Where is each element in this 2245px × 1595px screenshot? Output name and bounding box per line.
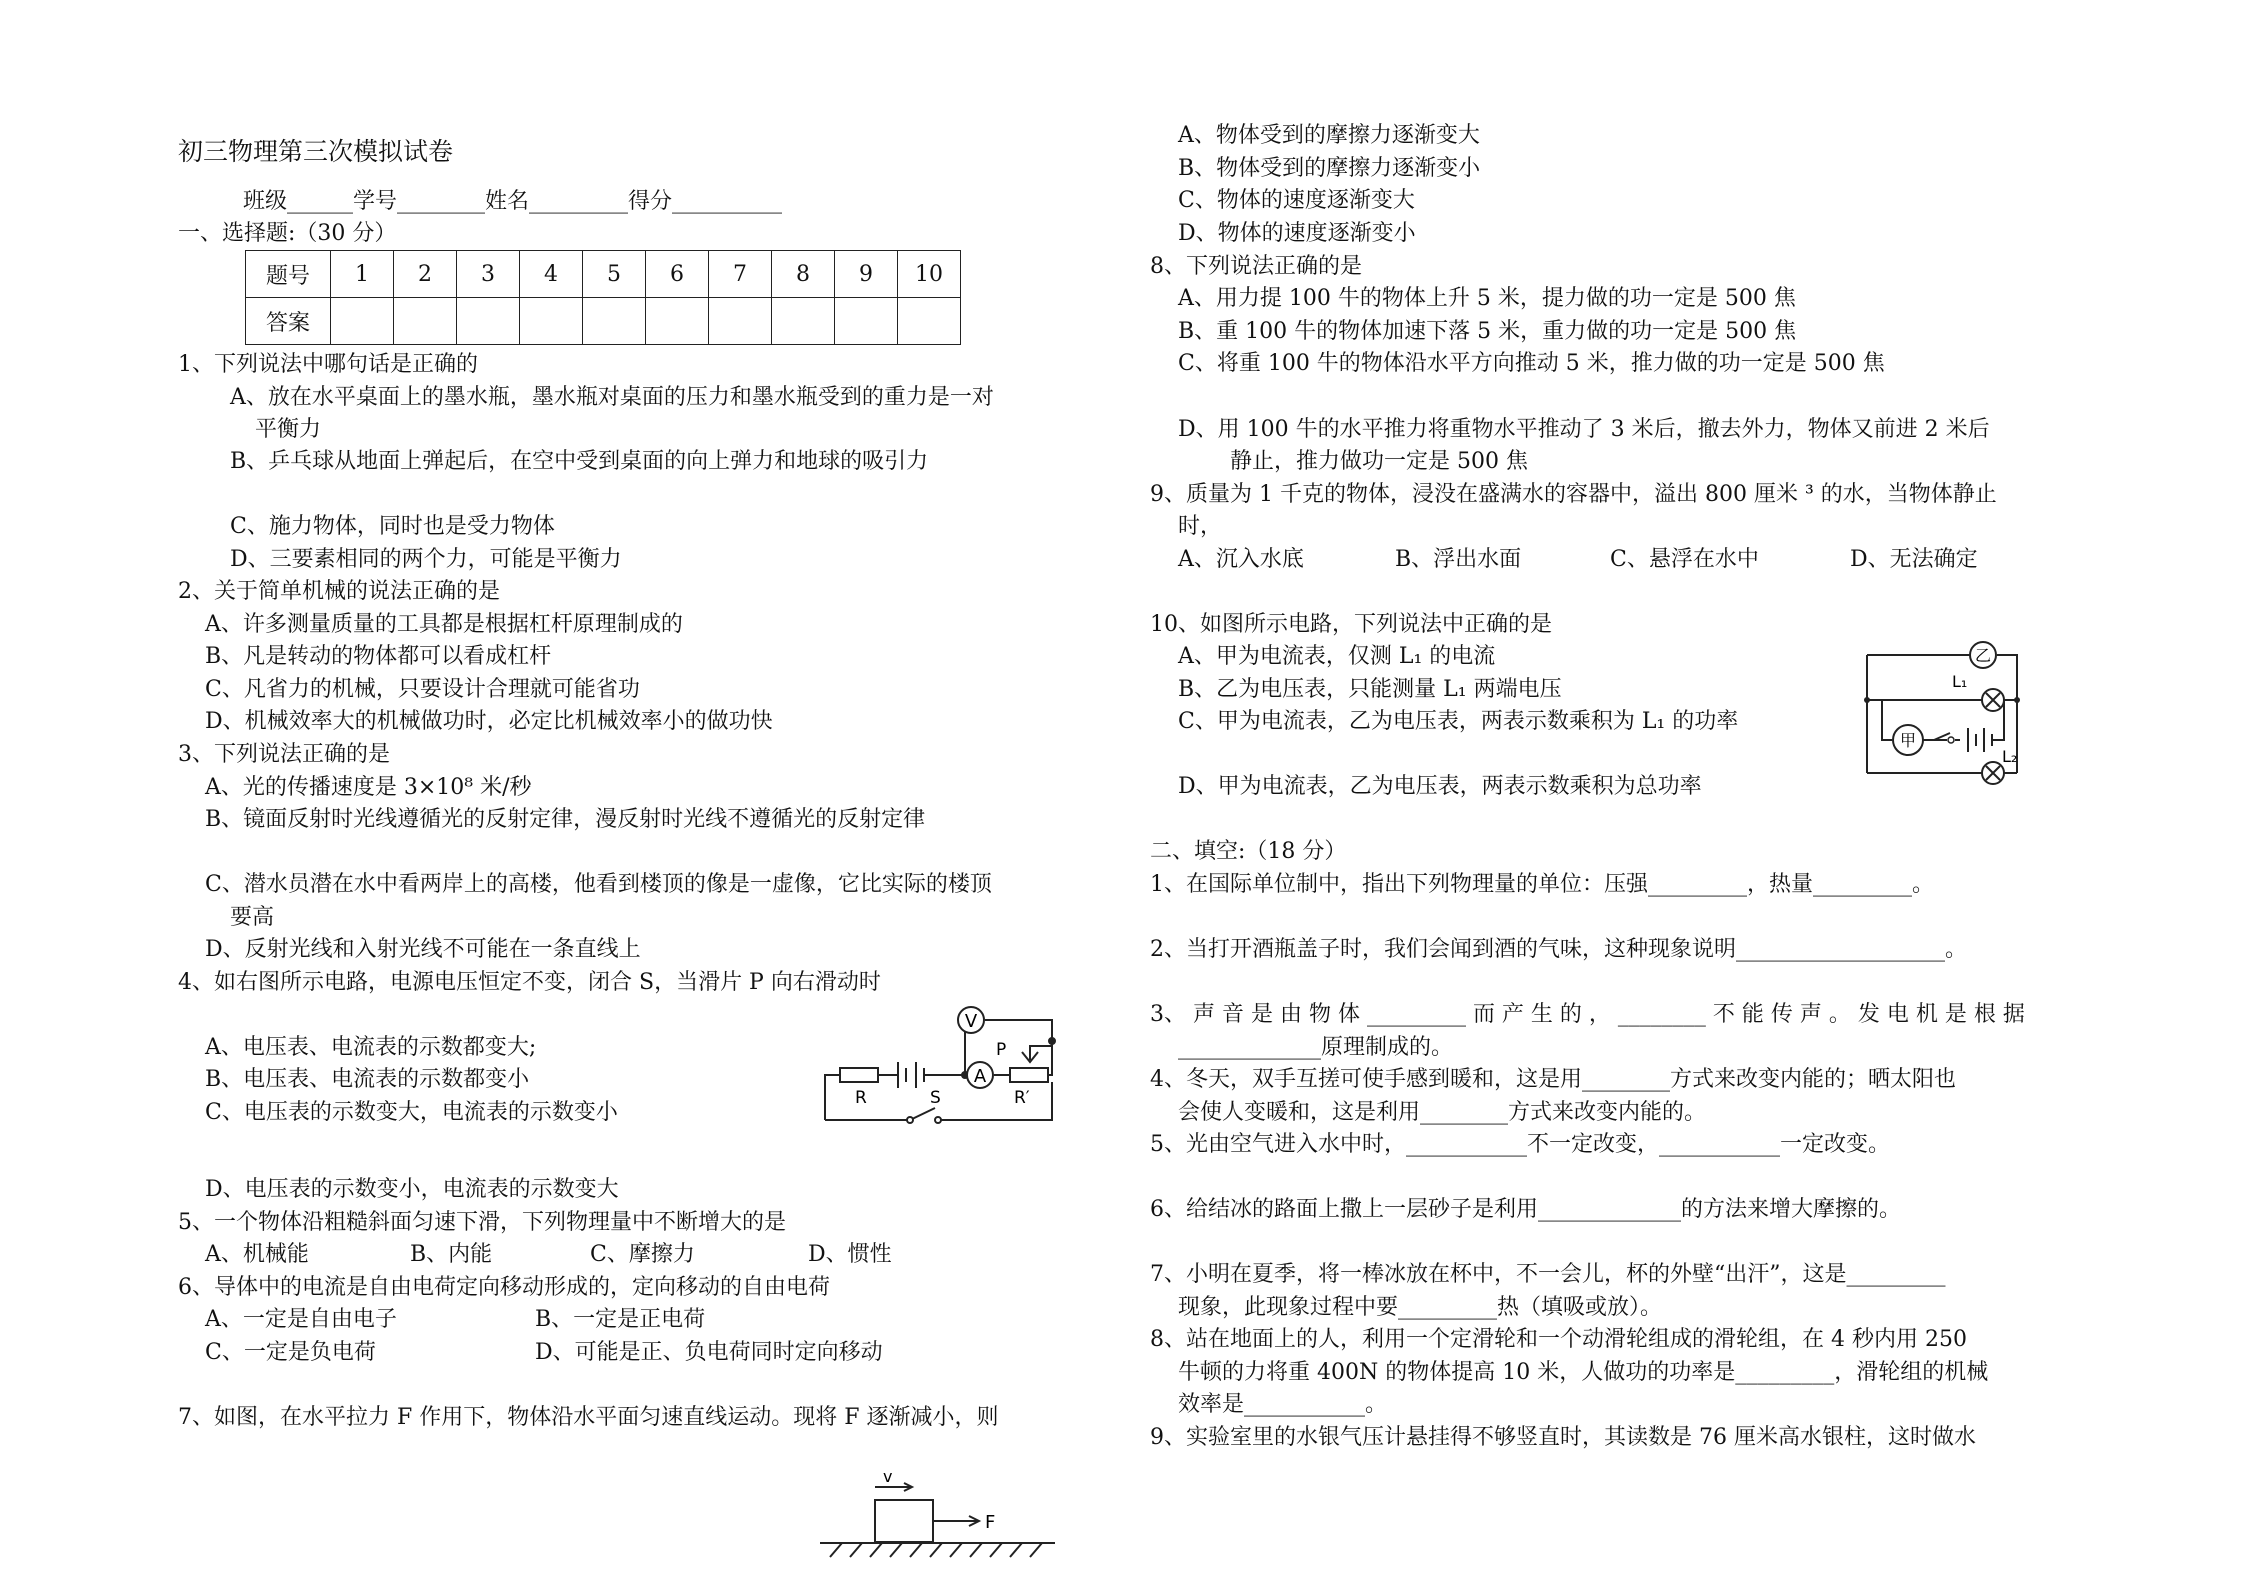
table-cell: 2 (394, 251, 457, 298)
option-line: A、沉入水底 (1178, 547, 1304, 572)
fig-label: A (973, 1066, 987, 1087)
q10-circuit-diagram (1852, 625, 2032, 795)
option-line: A、机械能 (205, 1242, 309, 1267)
option-line: A、光的传播速度是 3×10⁸ 米/秒 (205, 775, 532, 800)
table-row (246, 251, 961, 298)
table-cell: 8 (772, 251, 835, 298)
question-10: 10、如图所示电路，下列说法中正确的是 (1150, 612, 1552, 637)
table-cell: 5 (583, 251, 646, 298)
option-line: C、摩擦力 (590, 1242, 695, 1267)
option-line: D、反射光线和入射光线不可能在一条直线上 (205, 937, 641, 962)
option-line: C、施力物体，同时也是受力物体 (230, 514, 555, 539)
option-line: D、甲为电流表，乙为电压表，两表示数乘积为总功率 (1178, 774, 1702, 799)
option-line: D、无法确定 (1850, 547, 1978, 572)
table-row (246, 298, 961, 345)
option-line: 静止，推力做功一定是 500 焦 (1230, 449, 1528, 474)
option-line: C、将重 100 牛的物体沿水平方向推动 5 米，推力做的功一定是 500 焦 (1178, 351, 1885, 376)
q7-block-diagram (815, 1465, 1065, 1570)
option-line: D、电压表的示数变小，电流表的示数变大 (205, 1177, 619, 1202)
option-line: A、许多测量质量的工具都是根据杠杆原理制成的 (205, 612, 683, 637)
option-line: C、潜水员潜在水中看两岸上的高楼，他看到楼顶的像是一虚像，它比实际的楼顶 (205, 872, 992, 897)
fill-question: 7、小明在夏季，将一棒冰放在杯中，不一会儿，杯的外壁“出汗”，这是_________ (1150, 1262, 1946, 1287)
fig-label: V (964, 1011, 978, 1032)
answer-cell[interactable] (772, 298, 835, 345)
fill-question: 8、站在地面上的人，利用一个定滑轮和一个动滑轮组成的滑轮组，在 4 秒内用 250 (1150, 1327, 1967, 1352)
question-6: 6、导体中的电流是自由电荷定向移动形成的，定向移动的自由电荷 (178, 1275, 830, 1300)
fill-question: 会使人变暖和，这是利用________方式来改变内能的。 (1178, 1100, 1707, 1125)
fill-question: 效率是___________。 (1178, 1392, 1388, 1417)
fig-label: R (855, 1088, 867, 1108)
fill-question: 5、光由空气进入水中时，___________不一定改变，___________一定改变。 (1150, 1132, 1890, 1157)
question-5: 5、一个物体沿粗糙斜面匀速下滑，下列物理量中不断增大的是 (178, 1210, 786, 1235)
answer-cell[interactable] (520, 298, 583, 345)
fig-label: 甲 (1899, 731, 1917, 750)
answer-cell[interactable] (457, 298, 520, 345)
section-1-heading: 一、选择题:（30 分） (178, 221, 397, 246)
table-cell: 答案 (246, 298, 331, 345)
fill-question: 3、 声 音 是 由 物 体 _________ 而 产 生 的 ， ________ 不 能 传 声 。 发 电 机 是 根 据 (1150, 1002, 2025, 1027)
option-line: A、甲为电流表，仅测 L₁ 的电流 (1178, 644, 1496, 669)
option-line: B、乙为电压表，只能测量 L₁ 两端电压 (1178, 677, 1562, 702)
page-title: 初三物理第三次模拟试卷 (178, 137, 454, 166)
option-line: D、机械效率大的机械做功时，必定比机械效率小的做功快 (205, 709, 773, 734)
option-line: A、用力提 100 牛的物体上升 5 米，提力做的功一定是 500 焦 (1178, 286, 1796, 311)
fig-label: R′ (1014, 1088, 1030, 1108)
fill-question: 2、当打开酒瓶盖子时，我们会闻到酒的气味，这种现象说明___________________。 (1150, 937, 1967, 962)
fig-label: L₂ (2002, 747, 2018, 766)
fill-question: 6、给结冰的路面上撒上一层砂子是利用_____________的方法来增大摩擦的。 (1150, 1197, 1901, 1222)
fig-label: L₁ (1952, 672, 1968, 691)
question-3: 3、下列说法正确的是 (178, 742, 390, 767)
option-line: C、电压表的示数变大，电流表的示数变小 (205, 1100, 618, 1125)
fig-label: S (930, 1088, 941, 1108)
fill-question: 9、实验室里的水银气压计悬挂得不够竖直时，其读数是 76 厘米高水银柱，这时做水 (1150, 1425, 1976, 1450)
option-line: B、镜面反射时光线遵循光的反射定律，漫反射时光线不遵循光的反射定律 (205, 807, 926, 832)
answer-cell[interactable] (709, 298, 772, 345)
answer-cell[interactable] (646, 298, 709, 345)
question-8: 8、下列说法正确的是 (1150, 254, 1362, 279)
option-line: C、凡省力的机械，只要设计合理就可能省功 (205, 677, 640, 702)
option-line: B、内能 (410, 1242, 493, 1267)
table-cell: 题号 (246, 251, 331, 298)
option-line: B、凡是转动的物体都可以看成杠杆 (205, 644, 552, 669)
option-line: B、乒乓球从地面上弹起后，在空中受到桌面的向上弹力和地球的吸引力 (230, 449, 929, 474)
option-line: C、甲为电流表，乙为电压表，两表示数乘积为 L₁ 的功率 (1178, 709, 1739, 734)
answer-cell[interactable] (835, 298, 898, 345)
option-line: 平衡力 (255, 417, 322, 442)
fill-question: 现象，此现象过程中要_________热（填吸或放）。 (1178, 1295, 1663, 1320)
option-line: C、一定是负电荷 (205, 1340, 376, 1365)
option-line: C、物体的速度逐渐变大 (1178, 188, 1415, 213)
table-cell: 7 (709, 251, 772, 298)
option-line: A、放在水平桌面上的墨水瓶，墨水瓶对桌面的压力和墨水瓶受到的重力是一对 (230, 385, 994, 410)
question-2: 2、关于简单机械的说法正确的是 (178, 579, 500, 604)
option-line: B、电压表、电流表的示数都变小 (205, 1067, 530, 1092)
option-line: B、一定是正电荷 (535, 1307, 706, 1332)
q4-circuit-diagram (820, 1000, 1060, 1130)
option-line: C、悬浮在水中 (1610, 547, 1759, 572)
option-line: A、物体受到的摩擦力逐渐变大 (1178, 123, 1480, 148)
option-line: D、惯性 (808, 1242, 892, 1267)
option-line: B、重 100 牛的物体加速下落 5 米，重力做的功一定是 500 焦 (1178, 319, 1797, 344)
answer-table (245, 250, 961, 345)
table-cell: 3 (457, 251, 520, 298)
table-cell: 4 (520, 251, 583, 298)
table-cell: 6 (646, 251, 709, 298)
question-1: 1、下列说法中哪句话是正确的 (178, 352, 478, 377)
option-line: B、浮出水面 (1395, 547, 1522, 572)
option-line: D、三要素相同的两个力，可能是平衡力 (230, 547, 622, 572)
option-line: A、一定是自由电子 (205, 1307, 397, 1332)
section-2-heading: 二、填空:（18 分） (1150, 839, 1347, 864)
fig-label: P (996, 1040, 1007, 1060)
fill-question: 牛顿的力将重 400N 的物体提高 10 米，人做功的功率是_________，滑轮组的机械 (1178, 1360, 1989, 1385)
option-line: A、电压表、电流表的示数都变大; (205, 1035, 537, 1060)
fill-question: _____________原理制成的。 (1178, 1035, 1454, 1060)
fig-label: F (985, 1512, 996, 1533)
answer-cell[interactable] (331, 298, 394, 345)
table-cell: 1 (331, 251, 394, 298)
answer-cell[interactable] (583, 298, 646, 345)
table-cell: 9 (835, 251, 898, 298)
question-7: 7、如图，在水平拉力 F 作用下，物体沿水平面匀速直线运动。现将 F 逐渐减小，则 (178, 1405, 999, 1430)
fill-question: 4、冬天，双手互搓可使手感到暖和，这是用________方式来改变内能的；晒太阳也 (1150, 1067, 1956, 1092)
option-line: B、物体受到的摩擦力逐渐变小 (1178, 156, 1481, 181)
question-9: 9、质量为 1 千克的物体，浸没在盛满水的容器中，溢出 800 厘米 ³ 的水，当物体静止 (1150, 482, 1997, 507)
fill-question: 1、在国际单位制中，指出下列物理量的单位：压强_________，热量_________。 (1150, 872, 1934, 897)
answer-cell[interactable] (898, 298, 961, 345)
question-4: 4、如右图所示电路，电源电压恒定不变，闭合 S，当滑片 P 向右滑动时 (178, 970, 881, 995)
fig-label: 乙 (1974, 646, 1992, 665)
option-line: 时， (1178, 514, 1223, 539)
option-line: 要高 (230, 905, 275, 930)
fig-label: v (883, 1467, 893, 1486)
option-line: D、用 100 牛的水平推力将重物水平推动了 3 米后，撤去外力，物体又前进 2 米后 (1178, 417, 1990, 442)
student-info-line: 班级______学号________姓名_________得分__________ (243, 189, 783, 214)
option-line: D、物体的速度逐渐变小 (1178, 221, 1416, 246)
table-cell: 10 (898, 251, 961, 298)
answer-cell[interactable] (394, 298, 457, 345)
option-line: D、可能是正、负电荷同时定向移动 (535, 1340, 883, 1365)
